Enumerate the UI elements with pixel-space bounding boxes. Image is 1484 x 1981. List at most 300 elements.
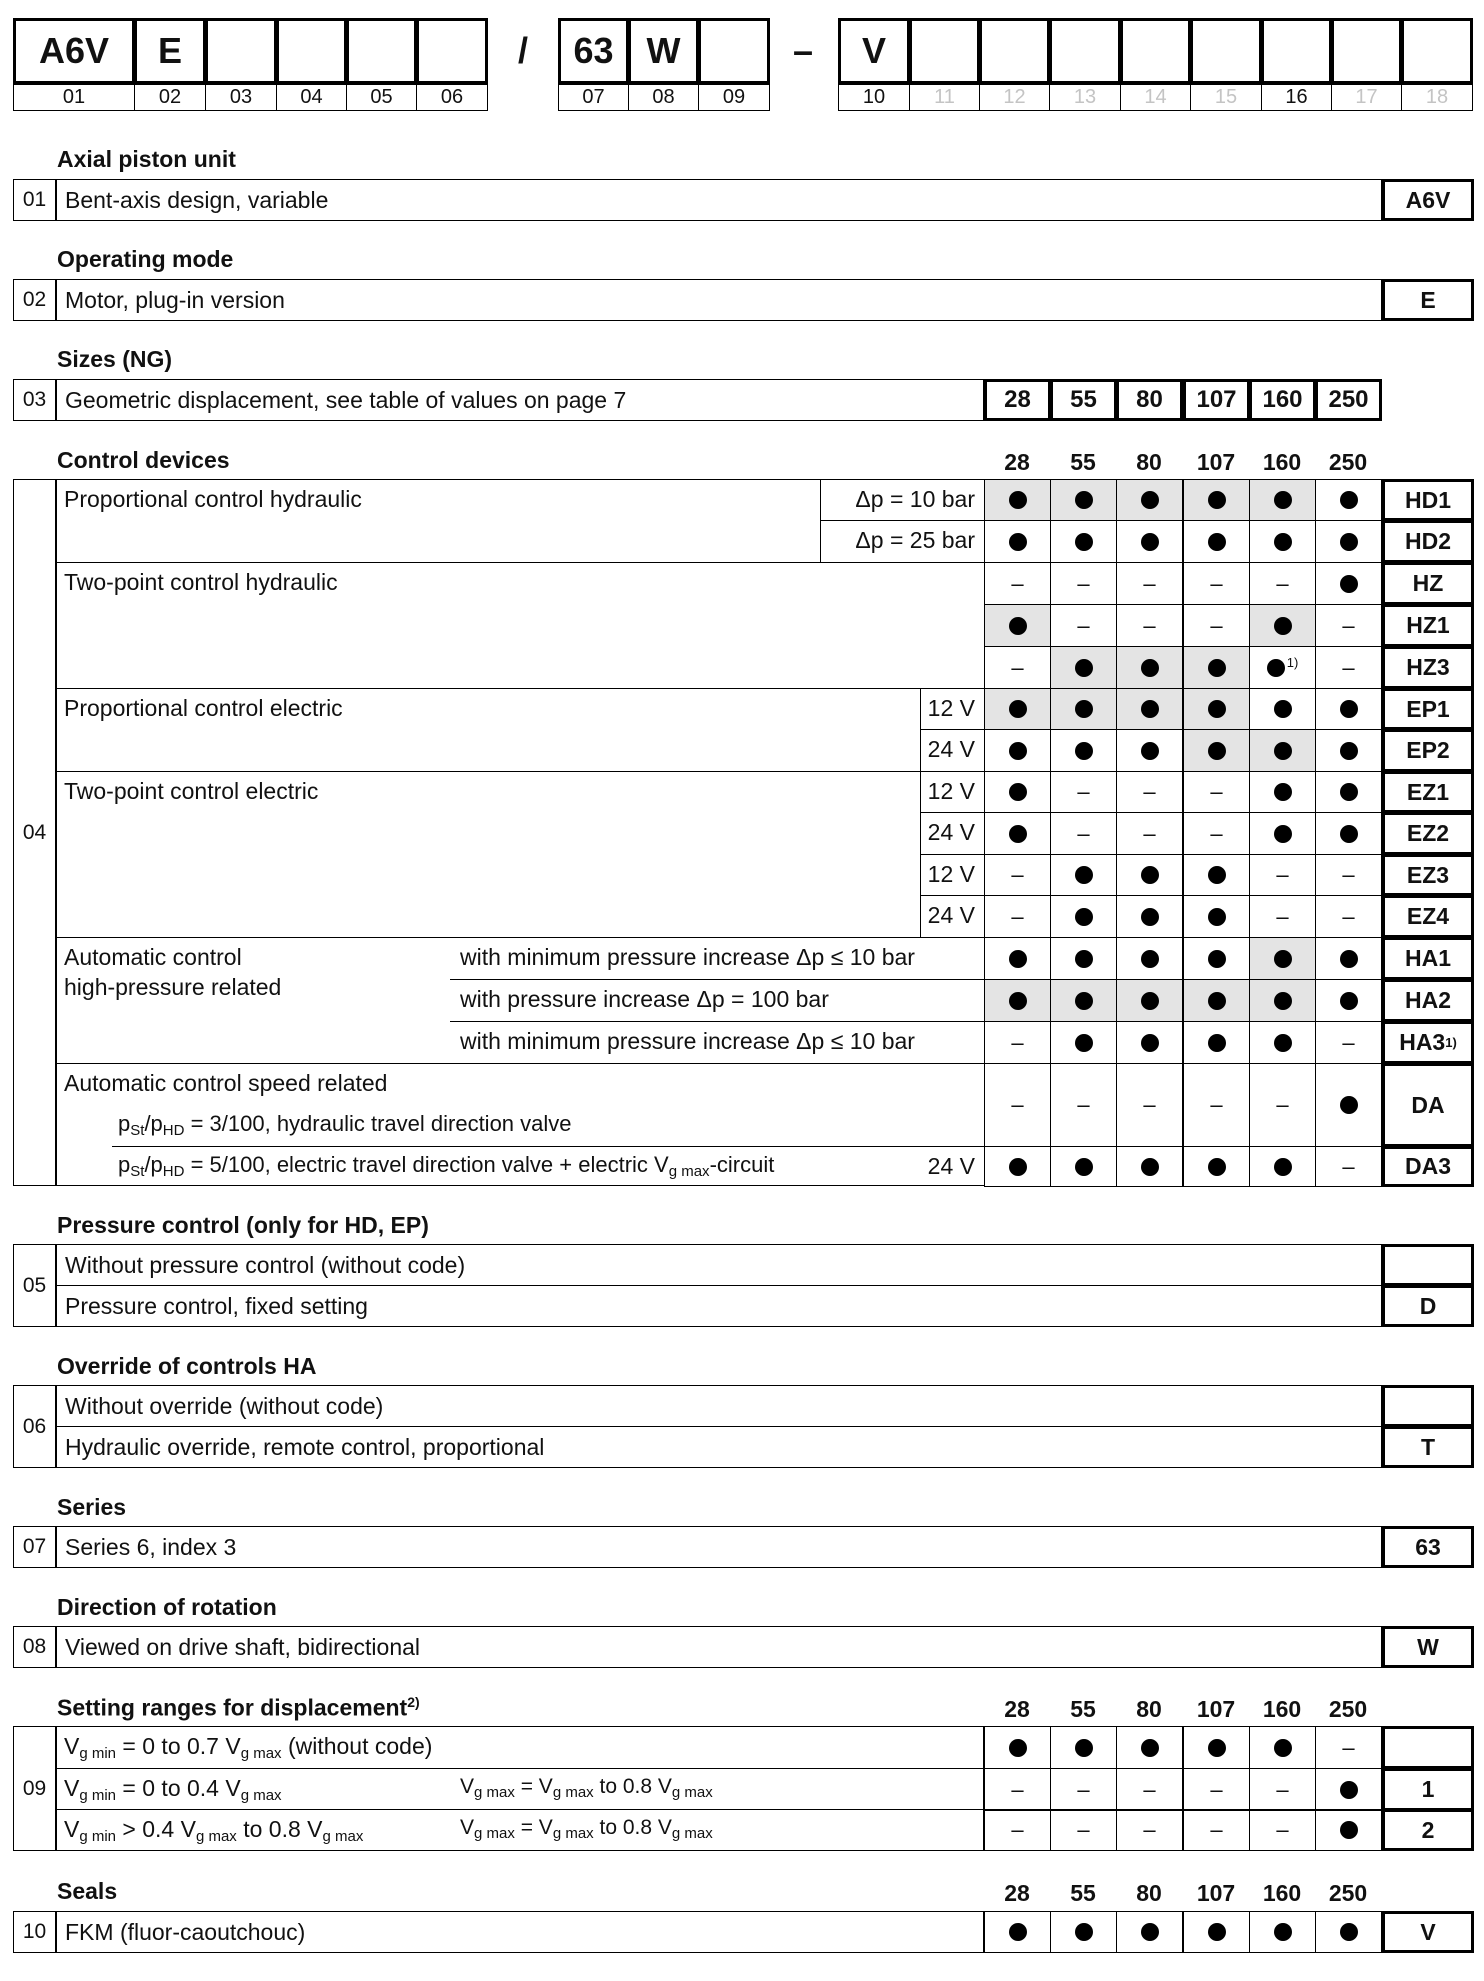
s10-dot-1 (1075, 1923, 1093, 1941)
row-hz-code[interactable] (1382, 562, 1474, 605)
section-02-number: 02 (13, 279, 56, 321)
da-line-1: $p_{St}/p_{HD} = 3/100$, hydraulic travel direction valve (118, 1111, 572, 1139)
section-02-code[interactable]: E (1382, 279, 1474, 321)
s09-row-1-size-250[interactable] (1315, 1726, 1382, 1769)
row-ez1-condition: 12 V (927, 778, 975, 804)
row-hz1-size-80[interactable] (1116, 604, 1183, 647)
row-ez2-size-160[interactable] (1249, 812, 1316, 855)
row-ha3-size-80[interactable] (1116, 1021, 1183, 1064)
separator-dash: – (792, 30, 814, 71)
row-da3-size-80[interactable] (1116, 1146, 1183, 1187)
row-da-code[interactable] (1382, 1063, 1474, 1147)
footnote-ref-2: 2) (407, 1694, 420, 1710)
s10-size-250[interactable] (1315, 1911, 1382, 1953)
row-ep2-size-107[interactable] (1183, 729, 1250, 772)
s09-row-1-dash-5: – (1342, 1734, 1355, 1760)
row-ep1-size-107[interactable] (1183, 688, 1250, 730)
size-option-80[interactable]: 80 (1116, 379, 1183, 421)
section-01-code[interactable]: A6V (1382, 179, 1474, 221)
s09-row-3-dash-4: – (1276, 1817, 1289, 1842)
row-da3-size-28[interactable] (984, 1146, 1051, 1187)
s09-row-2-size-28[interactable] (984, 1768, 1051, 1811)
row-ez1-size-160[interactable] (1249, 771, 1316, 813)
s10-size-80[interactable] (1116, 1911, 1183, 1953)
s10-size-107[interactable] (1183, 1911, 1250, 1953)
row-hd1-dot-5 (1340, 491, 1358, 509)
row-hz1-code-text: HZ1 (1406, 612, 1450, 638)
row-hd2-dot-0 (1009, 533, 1027, 551)
row-ha3-size-28[interactable] (984, 1021, 1051, 1064)
row-hd1-size-160[interactable] (1249, 479, 1316, 521)
row-hd1-dot-3 (1208, 491, 1226, 509)
row-hd1-size-80[interactable] (1116, 479, 1183, 521)
row-ez3-size-28[interactable] (984, 854, 1051, 896)
row-ha2-size-107[interactable] (1183, 979, 1250, 1022)
group-ha-label-1: Automatic control (64, 944, 242, 970)
code-cell-17[interactable] (1331, 18, 1402, 84)
section-10-code[interactable]: V (1382, 1911, 1474, 1953)
size-header-55: 55 (1070, 1696, 1096, 1722)
section-03-text: Geometric displacement, see table of values on page 7 (65, 387, 627, 413)
row-ez1-size-250[interactable] (1315, 771, 1382, 813)
row-hz1-size-55[interactable] (1050, 604, 1117, 647)
s05-row-2-text: Pressure control, fixed setting (65, 1293, 368, 1319)
row-hd1-size-55[interactable] (1050, 479, 1117, 521)
row-hz1-dash-2: – (1143, 612, 1156, 638)
row-ep2-size-80[interactable] (1116, 729, 1183, 772)
section-01-number: 01 (13, 179, 56, 221)
row-ez3-dash-4: – (1276, 862, 1289, 887)
row-hd2-code-text: HD2 (1404, 528, 1451, 554)
row-ez2-size-55[interactable] (1050, 812, 1117, 855)
row-ha2-size-28[interactable] (984, 979, 1051, 1022)
code-cell-03[interactable] (205, 18, 277, 84)
row-ha3-code[interactable] (1382, 1021, 1474, 1064)
section-03-row (56, 379, 984, 421)
row-ez1-dash-3: – (1210, 779, 1223, 804)
s09-row-1-code[interactable] (1382, 1726, 1474, 1769)
code-cell-02[interactable]: E (134, 18, 206, 84)
row-ez1-size-55[interactable] (1050, 771, 1117, 813)
row-ep1-dot-1 (1075, 700, 1093, 718)
size-header-107: 107 (1196, 449, 1236, 475)
section-08-title: Direction of rotation (57, 1594, 277, 1620)
row-ha3-dot-2 (1141, 1034, 1159, 1052)
size-header-250: 250 (1328, 449, 1368, 475)
row-ez2-condition: 24 V (927, 819, 975, 845)
s09-row-2-code[interactable]: 1 (1382, 1768, 1474, 1811)
code-cell-15[interactable] (1190, 18, 1262, 84)
row-hd2-size-80[interactable] (1116, 520, 1183, 563)
row-ez3-size-107[interactable] (1183, 854, 1250, 896)
row-hz1-code[interactable] (1382, 604, 1474, 647)
s09-row-3-dot-5 (1340, 1821, 1358, 1839)
section-06-title: Override of controls HA (57, 1353, 317, 1379)
code-position-14: 14 (1120, 84, 1191, 111)
size-header-55: 55 (1070, 449, 1096, 475)
row-ep1-code[interactable] (1382, 688, 1474, 730)
row-ha1-size-107[interactable] (1183, 937, 1250, 980)
row-hz-size-80[interactable] (1116, 562, 1183, 605)
row-ha1-size-28[interactable] (984, 937, 1051, 980)
row-ha2-dot-3 (1208, 992, 1226, 1010)
row-ez4-size-250[interactable] (1315, 895, 1382, 938)
s09-row-1-size-107[interactable] (1183, 1726, 1250, 1769)
row-ez4-size-80[interactable] (1116, 895, 1183, 938)
row-da-size-80[interactable] (1116, 1063, 1183, 1147)
size-header-80: 80 (1136, 449, 1162, 475)
size-option-107[interactable]: 107 (1183, 379, 1250, 421)
row-ez1-size-80[interactable] (1116, 771, 1183, 813)
row-hz1-size-250[interactable] (1315, 604, 1382, 647)
row-ha1-size-160[interactable] (1249, 937, 1316, 980)
s09-row-2-size-107[interactable] (1183, 1768, 1250, 1811)
code-cell-08[interactable]: W (628, 18, 699, 84)
section-08-text: Viewed on drive shaft, bidirectional (65, 1634, 421, 1660)
row-ep2-code[interactable] (1382, 729, 1474, 772)
row-ez2-size-80[interactable] (1116, 812, 1183, 855)
row-ep2-size-28[interactable] (984, 729, 1051, 772)
row-hz-size-28[interactable] (984, 562, 1051, 605)
row-ez1-size-107[interactable] (1183, 771, 1250, 813)
row-hz3-size-107[interactable] (1183, 646, 1250, 689)
row-ep2-condition: 24 V (927, 736, 975, 762)
section-04-title: Control devices (57, 447, 230, 473)
code-position-15: 15 (1190, 84, 1262, 111)
code-position-07: 07 (558, 84, 629, 111)
s09-row-1-dot-0 (1009, 1739, 1027, 1757)
row-ez1-code[interactable] (1382, 771, 1474, 813)
row-ha2-code[interactable] (1382, 979, 1474, 1022)
row-ha1-code[interactable] (1382, 937, 1474, 980)
row-hz-dash-2: – (1143, 570, 1156, 596)
row-hz3-code-text: HZ3 (1406, 654, 1450, 680)
row-hz3-code[interactable] (1382, 646, 1474, 689)
s09-row-2-dot-5 (1340, 1781, 1358, 1799)
row-ha2-size-160[interactable] (1249, 979, 1316, 1022)
code-cell-18[interactable] (1401, 18, 1473, 84)
s10-size-55[interactable] (1050, 1911, 1117, 1953)
code-cell-01[interactable]: A6V (13, 18, 135, 84)
code-cell-12[interactable] (979, 18, 1050, 84)
s09-row-2-dash-0: – (1011, 1776, 1024, 1802)
row-da3-size-55[interactable] (1050, 1146, 1117, 1187)
section-02-text: Motor, plug-in version (65, 287, 285, 313)
s06-row-2 (56, 1426, 1382, 1468)
position-underline-3 (838, 84, 1473, 85)
s05-row-1-code[interactable] (1382, 1244, 1474, 1286)
row-ha3-code-footnote: 1) (1445, 1035, 1457, 1050)
row-da3-size-250[interactable] (1315, 1146, 1382, 1187)
group-hz-label: Two-point control hydraulic (64, 569, 338, 595)
s10-size-160[interactable] (1249, 1911, 1316, 1953)
row-ez4-dot-3 (1208, 908, 1226, 926)
row-ha3-size-55[interactable] (1050, 1021, 1117, 1064)
row-ez4-size-28[interactable] (984, 895, 1051, 938)
row-ha1-dot-3 (1208, 950, 1226, 968)
section-09-title (57, 1694, 420, 1722)
row-hz-dash-3: – (1210, 570, 1223, 596)
code-cell-16[interactable] (1261, 18, 1332, 84)
row-hz3-size-80[interactable] (1116, 646, 1183, 689)
row-hz1-size-28[interactable] (984, 604, 1051, 647)
s09-row-2-size-250[interactable] (1315, 1768, 1382, 1811)
row-ez3-code-text: EZ3 (1406, 861, 1450, 888)
row-hz3-dot-2 (1141, 659, 1159, 677)
row-ez2-size-107[interactable] (1183, 812, 1250, 855)
row-ep1-size-250[interactable] (1315, 688, 1382, 730)
row-ha3-size-250[interactable] (1315, 1021, 1382, 1064)
row-hz-size-55[interactable] (1050, 562, 1117, 605)
row-ez2-size-28[interactable] (984, 812, 1051, 855)
row-da-dash-2: – (1143, 1092, 1156, 1117)
size-header-160: 160 (1262, 449, 1302, 475)
section-08-number: 08 (13, 1626, 56, 1668)
section-05-title: Pressure control (only for HD, EP) (57, 1212, 429, 1238)
row-ha3-dot-4 (1274, 1034, 1292, 1052)
row-hz3-dash-0: – (1011, 654, 1024, 680)
row-da3-condition: 24 V (927, 1153, 975, 1179)
row-ez4-size-55[interactable] (1050, 895, 1117, 938)
row-ez3-code[interactable] (1382, 854, 1474, 896)
row-ez3-condition: 12 V (927, 861, 975, 887)
row-hd2-dot-5 (1340, 533, 1358, 551)
row-ep1-dot-4 (1274, 700, 1292, 718)
code-position-04: 04 (276, 84, 347, 111)
row-hz3-dash-5: – (1342, 654, 1355, 680)
row-hz3-size-160[interactable] (1249, 646, 1316, 689)
row-ez4-condition: 24 V (927, 902, 975, 928)
row-ez3-size-55[interactable] (1050, 854, 1117, 896)
s09-row-1-size-55[interactable] (1050, 1726, 1117, 1769)
code-position-18: 18 (1401, 84, 1473, 111)
row-hd2-dot-4 (1274, 533, 1292, 551)
row-ha2-dot-2 (1141, 992, 1159, 1010)
size-header-28: 28 (1004, 449, 1030, 475)
row-ha3-dot-1 (1075, 1034, 1093, 1052)
row-ez2-size-250[interactable] (1315, 812, 1382, 855)
row-da3-size-160[interactable] (1249, 1146, 1316, 1187)
row-ep1-size-160[interactable] (1249, 688, 1316, 730)
row-hz-dash-0: – (1011, 570, 1024, 596)
row-hd2-size-160[interactable] (1249, 520, 1316, 563)
s09-row-2-size-80[interactable] (1116, 1768, 1183, 1811)
row-ha1-size-250[interactable] (1315, 937, 1382, 980)
row-ep2-dot-3 (1208, 742, 1226, 760)
code-cell-04[interactable] (276, 18, 347, 84)
row-ez4-size-160[interactable] (1249, 895, 1316, 938)
row-ez4-code[interactable] (1382, 895, 1474, 938)
row-hd2-size-107[interactable] (1183, 520, 1250, 563)
row-da-dash-0: – (1011, 1092, 1024, 1117)
code-cell-13[interactable] (1049, 18, 1121, 84)
s09-row-2-text: $V_{g min} = 0$ to 0.4 $V_{g max}$ (64, 1775, 282, 1804)
row-hd1-size-107[interactable] (1183, 479, 1250, 521)
s09-row-1-size-28[interactable] (984, 1726, 1051, 1769)
row-ez3-size-250[interactable] (1315, 854, 1382, 896)
row-ha2-size-55[interactable] (1050, 979, 1117, 1022)
s10-dot-0 (1009, 1923, 1027, 1941)
code-cell-06[interactable] (416, 18, 488, 84)
row-ep1-dot-2 (1141, 700, 1159, 718)
row-hd1-size-28[interactable] (984, 479, 1051, 521)
section-01-text: Bent-axis design, variable (65, 187, 329, 213)
section-03-number: 03 (13, 379, 56, 421)
row-ep1-size-80[interactable] (1116, 688, 1183, 730)
row-hd1-dot-2 (1141, 491, 1159, 509)
s06-row-2-text: Hydraulic override, remote control, proportional (65, 1434, 545, 1460)
row-ep2-dot-1 (1075, 742, 1093, 760)
s09-row-3-size-250[interactable] (1315, 1809, 1382, 1851)
row-ep1-size-55[interactable] (1050, 688, 1117, 730)
group-ez-label: Two-point control electric (64, 778, 319, 804)
row-ez3-dash-5: – (1342, 862, 1355, 887)
row-ha2-dot-5 (1340, 992, 1358, 1010)
row-hd2-size-55[interactable] (1050, 520, 1117, 563)
row-ha2-size-250[interactable] (1315, 979, 1382, 1022)
code-cell-07[interactable]: 63 (558, 18, 629, 84)
row-da3-code[interactable] (1382, 1146, 1474, 1187)
row-hz-size-107[interactable] (1183, 562, 1250, 605)
s09-row-1-size-80[interactable] (1116, 1726, 1183, 1769)
row-hz-size-250[interactable] (1315, 562, 1382, 605)
s06-row-1-code[interactable] (1382, 1385, 1474, 1427)
row-hz3-size-55[interactable] (1050, 646, 1117, 689)
row-da-size-160[interactable] (1249, 1063, 1316, 1147)
row-ha1-dot-1 (1075, 950, 1093, 968)
code-cell-11[interactable] (909, 18, 980, 84)
row-hd1-size-250[interactable] (1315, 479, 1382, 521)
s06-row-2-code[interactable]: T (1382, 1426, 1474, 1468)
size-option-55[interactable]: 55 (1050, 379, 1117, 421)
row-da-size-28[interactable] (984, 1063, 1051, 1147)
row-ez3-dot-2 (1141, 866, 1159, 884)
s09-row-1-size-160[interactable] (1249, 1726, 1316, 1769)
code-cell-09[interactable] (698, 18, 770, 84)
row-ha1-code-text: HA1 (1404, 945, 1451, 971)
section-07-code[interactable]: 63 (1382, 1526, 1474, 1568)
s09-row-3-code[interactable]: 2 (1382, 1809, 1474, 1851)
row-da3-dot-2 (1141, 1158, 1159, 1176)
row-ez2-code[interactable] (1382, 812, 1474, 855)
row-ez3-size-160[interactable] (1249, 854, 1316, 896)
row-ez2-dot-0 (1009, 825, 1027, 843)
row-ez3-dot-1 (1075, 866, 1093, 884)
s09-row-1-dot-1 (1075, 1739, 1093, 1757)
row-hz3-size-250[interactable] (1315, 646, 1382, 689)
row-ez1-size-28[interactable] (984, 771, 1051, 813)
s05-row-2 (56, 1285, 1382, 1327)
row-ez4-code-text: EZ4 (1406, 903, 1450, 929)
s09-row-3-size-107[interactable] (1183, 1809, 1250, 1851)
row-da-size-250[interactable] (1315, 1063, 1382, 1147)
section-06-number: 06 (13, 1385, 56, 1468)
size-option-28[interactable]: 28 (984, 379, 1051, 421)
section-05-number: 05 (13, 1244, 56, 1327)
row-ez4-size-107[interactable] (1183, 895, 1250, 938)
size-header-250: 250 (1328, 1696, 1368, 1722)
section-07-title: Series (57, 1494, 127, 1520)
code-cell-14[interactable] (1120, 18, 1191, 84)
s09-row-3-extra: $V_{g max} = V_{g max}$ to 0.8 $V_{g max}$ (460, 1816, 713, 1842)
s09-row-2-size-55[interactable] (1050, 1768, 1117, 1811)
row-ez4-dot-2 (1141, 908, 1159, 926)
s09-row-3-size-55[interactable] (1050, 1809, 1117, 1851)
section-09-title-text: Setting ranges for displacement (57, 1694, 408, 1721)
row-hz-size-160[interactable] (1249, 562, 1316, 605)
s09-row-3-size-28[interactable] (984, 1809, 1051, 1851)
separator-slash: / (517, 30, 528, 71)
row-hd2-size-28[interactable] (984, 520, 1051, 563)
row-ez2-dash-2: – (1143, 820, 1156, 846)
size-header-80: 80 (1136, 1696, 1162, 1722)
size-option-250[interactable]: 250 (1315, 379, 1382, 421)
row-ha2-dot-0 (1009, 992, 1027, 1010)
row-hd1-code[interactable] (1382, 479, 1474, 521)
row-ha3-condition: with minimum pressure increase Δp ≤ 10 bar (460, 1028, 915, 1054)
row-ep1-size-28[interactable] (984, 688, 1051, 730)
row-da-size-55[interactable] (1050, 1063, 1117, 1147)
row-da-dash-4: – (1276, 1092, 1289, 1117)
code-position-01: 01 (13, 84, 135, 111)
row-ha3-size-160[interactable] (1249, 1021, 1316, 1064)
row-ez1-dot-4 (1274, 783, 1292, 801)
size-header-160: 160 (1262, 1696, 1302, 1722)
code-position-08: 08 (628, 84, 699, 111)
row-ep2-size-250[interactable] (1315, 729, 1382, 772)
row-da-size-107[interactable] (1183, 1063, 1250, 1147)
size-header-28: 28 (1004, 1696, 1030, 1722)
row-ez4-dot-1 (1075, 908, 1093, 926)
row-hz1-dash-1: – (1077, 612, 1090, 638)
row-hz1-size-160[interactable] (1249, 604, 1316, 647)
row-hd2-code[interactable] (1382, 520, 1474, 563)
row-hz-dot-5 (1340, 575, 1358, 593)
size-option-160[interactable]: 160 (1249, 379, 1316, 421)
row-hz3-size-28[interactable] (984, 646, 1051, 689)
row-hz-code-text: HZ (1412, 570, 1444, 596)
section-08-code[interactable]: W (1382, 1626, 1474, 1668)
row-ep2-size-160[interactable] (1249, 729, 1316, 772)
row-hz1-size-107[interactable] (1183, 604, 1250, 647)
row-ha3-size-107[interactable] (1183, 1021, 1250, 1064)
row-ha1-size-80[interactable] (1116, 937, 1183, 980)
row-hd2-dot-1 (1075, 533, 1093, 551)
row-da3-size-107[interactable] (1183, 1146, 1250, 1187)
row-da3-dot-0 (1009, 1158, 1027, 1176)
section-08-row (56, 1626, 1382, 1668)
row-da3-dot-3 (1208, 1158, 1226, 1176)
row-hz1-dot-0 (1009, 617, 1027, 635)
row-ha1-size-55[interactable] (1050, 937, 1117, 980)
s09-row-2-size-160[interactable] (1249, 1768, 1316, 1811)
row-hd1-condition: Δp = 10 bar (855, 486, 975, 512)
s05-row-2-code[interactable]: D (1382, 1285, 1474, 1327)
s09-row-1-dot-3 (1208, 1739, 1226, 1757)
s10-dot-4 (1274, 1923, 1292, 1941)
s10-size-28[interactable] (984, 1911, 1051, 1953)
row-ez3-size-80[interactable] (1116, 854, 1183, 896)
s09-row-3-size-160[interactable] (1249, 1809, 1316, 1851)
size-header-250: 250 (1328, 1880, 1368, 1906)
row-hd2-size-250[interactable] (1315, 520, 1382, 563)
code-cell-05[interactable] (346, 18, 417, 84)
s10-dot-2 (1141, 1923, 1159, 1941)
s09-row-3-size-80[interactable] (1116, 1809, 1183, 1851)
row-ha2-size-80[interactable] (1116, 979, 1183, 1022)
code-cell-10[interactable]: V (838, 18, 910, 84)
row-ep2-size-55[interactable] (1050, 729, 1117, 772)
